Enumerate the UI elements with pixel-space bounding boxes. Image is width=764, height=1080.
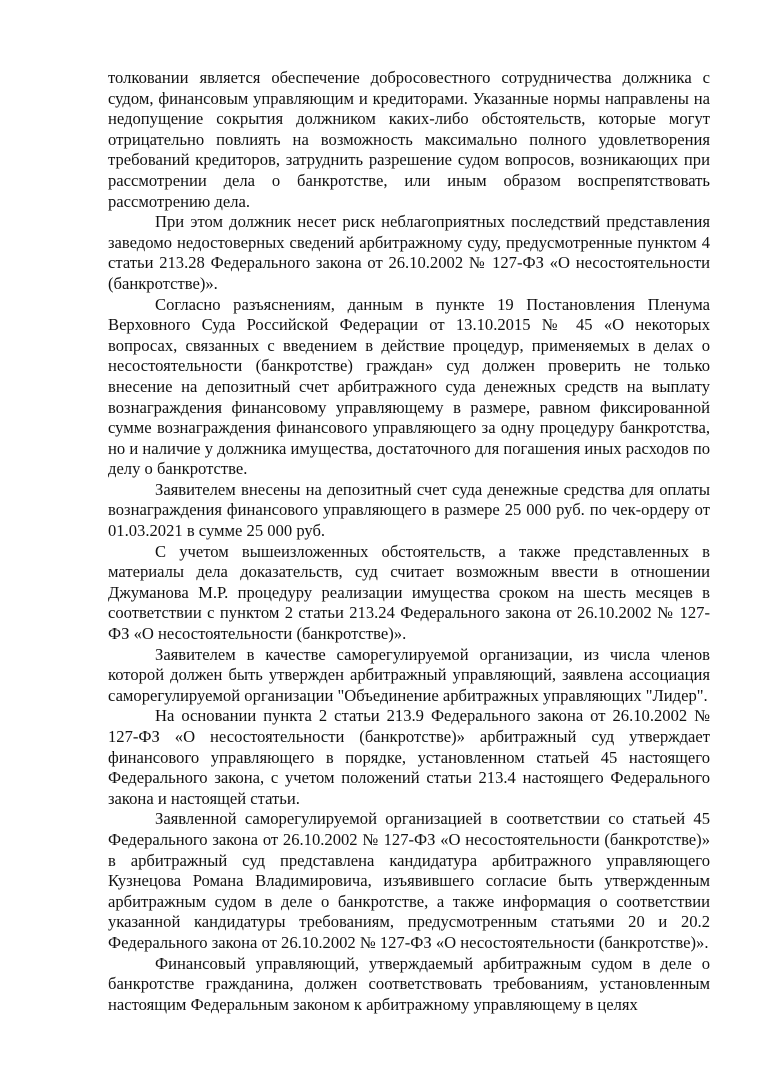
document-body (108, 68, 710, 1015)
paragraph: Финансовый управляющий, утверждаемый арбитражным судом в деле о банкротстве гражданина, должен соответствовать требованиям, установленным настоящим Федеральным законом к арбитражному управляющему в целях (108, 953, 710, 1014)
paragraph: Заявителем в качестве саморегулируемой организации, из числа членов которой должен быть утвержден арбитражный управляющий, заявлена ассоциация саморегулируемой организации "Объединение арбитражных управляющих "Лидер". (108, 644, 710, 705)
paragraph: Согласно разъяснениям, данным в пункте 19 Постановления Пленума Верховного Суда Российской Федерации от 13.10.2015 № 45 «О некоторых вопросах, связанных с введением в действие процедур, применяемых в делах о несостоятельности (банкротстве) граждан» суд должен проверить не только внесение на депозитный счет арбитражного суда денежных средств на выплату вознаграждения финансовому управляющему в размере, равном фиксированной сумме вознаграждения финансового управляющего за одну процедуру банкротства, но и наличие у должника имущества, достаточного для погашения иных расходов по делу о банкротстве. (108, 294, 710, 479)
paragraph: На основании пункта 2 статьи 213.9 Федерального закона от 26.10.2002 № 127-ФЗ «О несостоятельности (банкротстве)» арбитражный суд утверждает финансового управляющего в порядке, установленном статьей 45 настоящего Федерального закона, с учетом положений статьи 213.4 настоящего Федерального закона и настоящей статьи. (108, 706, 710, 808)
paragraph: Заявленной саморегулируемой организацией в соответствии со статьей 45 Федерального закона от 26.10.2002 № 127-ФЗ «О несостоятельности (банкротстве)» в арбитражный суд представлена кандидатура арбитражного управляющего Кузнецова Романа Владимировича, изъявившего согласие быть утвержденным арбитражным судом в деле о банкротстве, а также информация о соответствии указанной кандидатуры требованиям, предусмотренным статьями 20 и 20.2 Федерального закона от 26.10.2002 № 127-ФЗ «О несостоятельности (банкротстве)». (108, 809, 710, 952)
paragraph: Заявителем внесены на депозитный счет суда денежные средства для оплаты вознаграждения финансового управляющего в размере 25 000 руб. по чек-ордеру от 01.03.2021 в сумме 25 000 руб. (108, 479, 710, 541)
paragraph: При этом должник несет риск неблагоприятных последствий представления заведомо недостоверных сведений арбитражному суду, предусмотренные пунктом 4 статьи 213.28 Федерального закона от 26.10.2002 № 127-ФЗ «О несостоятельности (банкротстве)». (108, 212, 710, 293)
paragraph: толковании является обеспечение добросовестного сотрудничества должника с судом, финансовым управляющим и кредиторами. Указанные нормы направлены на недопущение сокрытия должником каких-либо обстоятельств, которые могут отрицательно повлиять на возможность максимально полного удовлетворения требований кредиторов, затруднить разрешение судом вопросов, возникающих при рассмотрении дела о банкротстве, или иным образом воспрепятствовать рассмотрению дела. (108, 68, 710, 211)
paragraph: С учетом вышеизложенных обстоятельств, а также представленных в материалы дела доказательств, суд считает возможным ввести в отношении Джуманова М.Р. процедуру реализации имущества сроком на шесть месяцев в соответствии с пунктом 2 статьи 213.24 Федерального закона от 26.10.2002 № 127-ФЗ «О несостоятельности (банкротстве)». (108, 541, 710, 644)
